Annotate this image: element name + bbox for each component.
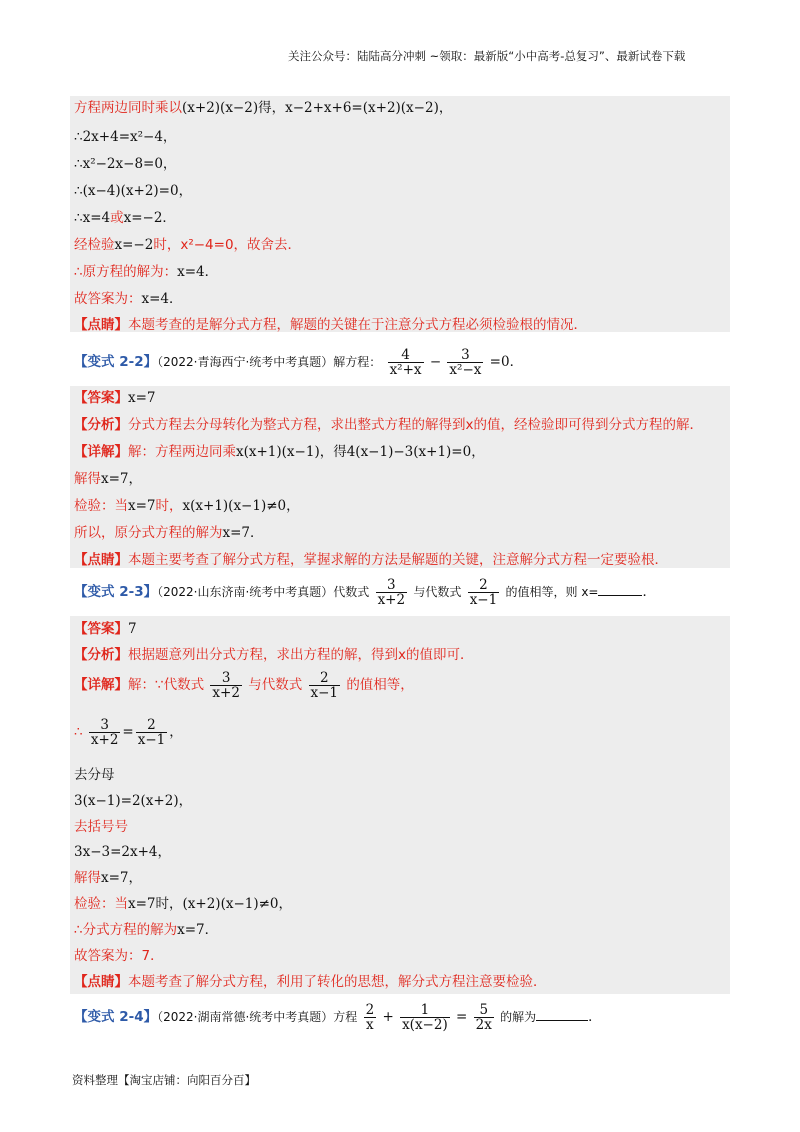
detail-2-3-step-8: 故答案为：7． [74,948,164,964]
fraction: $\frac{1}{x(x-2)}$ [402,1002,448,1034]
detail-2-3-step-3: 去括号号 [74,819,128,835]
fraction: $\frac{3}{\text{x²−x}}$ [449,347,482,379]
solution-line-8: 故答案为：x=4． [74,291,183,307]
analysis-2-2: 【分析】分式方程去分母转化为整式方程，求出整式方程的解得到x的值，经检验即可得到分式方程的解． [74,417,703,433]
equation-2-3: ∴ $\frac{3}{x+2}$ = $\frac{2}{x-1}$ ， [74,717,183,749]
page-header: 关注公众号：陆陆高分冲刺 ~领取：最新版“小中高考-总复习”、最新试卷下载 [288,49,686,63]
point-note-2-2: 【点睛】本题主要考查了解分式方程，掌握求解的方法是解题的关键，注意解分式方程一定要验根． [74,552,668,568]
question-2-2: 【变式 2-2】（2022·青海西宁·统考中考真题）解方程： $\frac{4}{\text{x²+x}}$ − $\frac{3}{\text{x²−x}}$ =0． [74,347,524,379]
fraction: $\frac{3}{x+2}$ [377,577,406,609]
analysis-2-3: 【分析】根据题意列出分式方程，求出方程的解，得到x的值即可． [74,647,474,663]
answer-blank [598,583,642,596]
point-note-2-3: 【点睛】本题考查了解分式方程，利用了转化的思想，解分式方程注意要检验． [74,974,547,990]
detail-2-2: 【详解】解：方程两边同乘x(x+1)(x−1)，得4(x−1)−3(x+1)=0， [74,444,485,460]
fraction: $\frac{2}{x-1}$ [310,670,339,702]
detail-2-2-step-3: 所以，原分式方程的解为x=7． [74,525,264,541]
fraction: $\frac{4}{\text{x²+x}}$ [389,347,422,379]
solution-line-3: ∴x²−2x−8=0， [74,156,177,172]
solution-line-4: ∴(x−4)(x+2)=0， [74,183,193,199]
fraction: $\frac{2}{x}$ [365,1002,375,1034]
fraction: $\frac{3}{x+2}$ [212,670,240,702]
page-footer: 资料整理【淘宝店铺：向阳百分百】 [72,1073,256,1087]
solution-line-5: ∴x=4或x=−2． [74,210,176,226]
fraction: $\frac{3}{x+2}$ [90,717,119,749]
detail-2-3-step-6: 检验：当x=7时，(x+2)(x−1)≠0， [74,896,293,912]
detail-2-3: 【详解】解：∵代数式 $\frac{3}{x+2}$ 与代数式 $\frac{2}{x-1}$ 的值相等， [74,670,414,702]
solution-line-2: ∴2x+4=x²−4， [74,129,177,145]
detail-2-3-step-7: ∴分式方程的解为x=7． [74,922,219,938]
solution-line-7: ∴原方程的解为：x=4． [74,264,219,280]
detail-2-2-step-2: 检验：当x=7时，x(x+1)(x−1)≠0， [74,498,300,514]
question-2-3: 【变式 2-3】（2022·山东济南·统考中考真题）代数式 $\frac{3}{x+2}$ 与代数式 $\frac{2}{x-1}$ 的值相等，则 x= ． [74,577,656,609]
solution-line-6: 经检验x=−2时，x²−4=0，故舍去． [74,237,302,253]
detail-2-3-step-1: 去分母 [74,767,115,783]
answer-2-3: 【答案】7 [74,621,137,637]
question-2-4: 【变式 2-4】（2022·湖南常德·统考中考真题）方程 $\frac{2}{x}$ + $\frac{1}{x(x-2)}$ = $\frac{5}{2x}$ 的解为 ． [74,1002,602,1034]
detail-2-3-step-2: 3(x−1)=2(x+2)， [74,793,193,809]
detail-2-3-step-5: 解得x=7， [74,870,143,886]
point-note-1: 【点睛】本题考查的是解分式方程，解题的关键在于注意分式方程必须检验根的情况． [74,317,587,333]
detail-2-3-step-4: 3x−3=2x+4， [74,844,172,860]
fraction: $\frac{2}{x-1}$ [137,717,166,749]
detail-2-2-step-1: 解得x=7， [74,471,143,487]
answer-2-2: 【答案】x=7 [74,390,156,406]
fraction: $\frac{5}{2x}$ [475,1002,492,1034]
solution-line-1: 方程两边同时乘以(x+2)(x−2)得，x−2+x+6=(x+2)(x−2)， [74,100,453,116]
fraction: $\frac{2}{x-1}$ [469,577,498,609]
answer-blank [536,1008,588,1021]
